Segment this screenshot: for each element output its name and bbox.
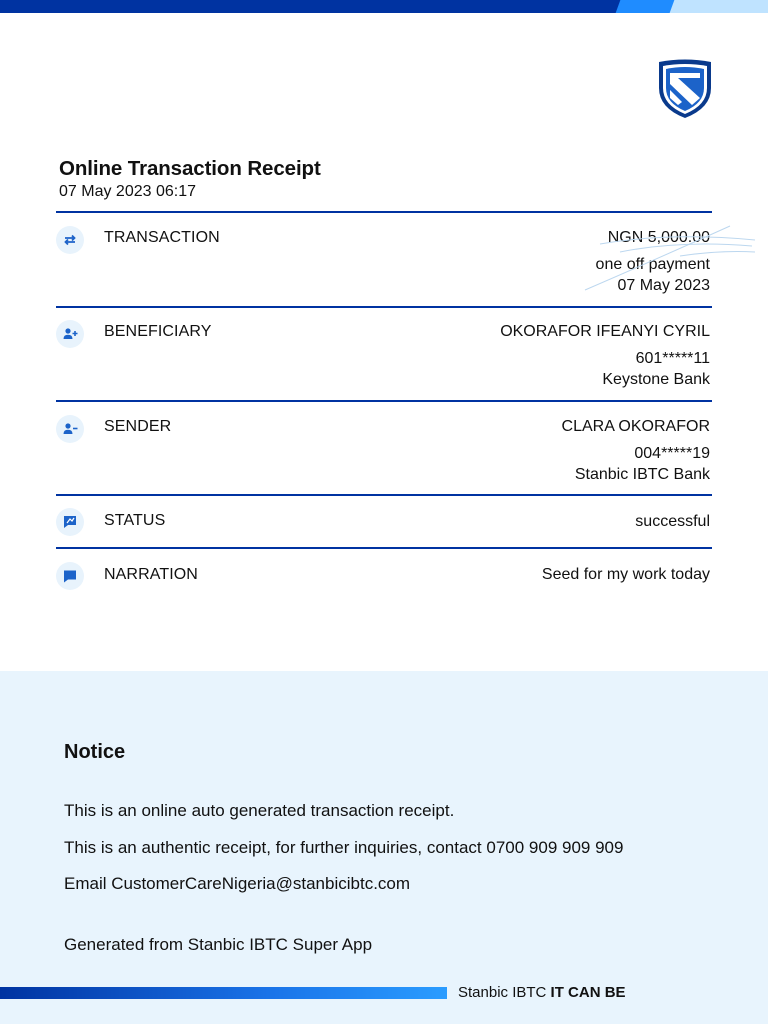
notice-title: Notice	[64, 741, 126, 763]
divider	[56, 400, 712, 402]
bank-shield-logo-icon	[656, 58, 714, 120]
transaction-label: TRANSACTION	[104, 229, 220, 246]
remove-person-icon	[56, 415, 84, 443]
page-title: Online Transaction Receipt	[59, 157, 321, 180]
narration-value: Seed for my work today	[541, 566, 710, 583]
bottom-brand-bar	[0, 987, 447, 999]
footer-slogan: IT CAN BE	[550, 984, 626, 1001]
divider	[56, 306, 712, 308]
beneficiary-account: 601*****11	[635, 350, 710, 367]
narration-label: NARRATION	[104, 566, 198, 583]
beneficiary-bank: Keystone Bank	[602, 371, 710, 388]
notice-line: This is an online auto generated transaction receipt.	[64, 801, 455, 820]
beneficiary-name: OKORAFOR IFEANYI CYRIL	[500, 323, 710, 340]
transfer-icon	[56, 226, 84, 254]
footer-tagline	[458, 984, 626, 1001]
status-label: STATUS	[104, 512, 166, 529]
notice-contact-line: This is an authentic receipt, for further inquiries, contact 0700 909 909 909	[64, 838, 624, 857]
generated-from-line: Generated from Stanbic IBTC Super App	[64, 935, 373, 954]
notice-email-line: Email CustomerCareNigeria@stanbicibtc.com	[64, 874, 411, 893]
add-person-icon	[56, 320, 84, 348]
sender-account: 004*****19	[634, 445, 710, 462]
transaction-amount: NGN 5,000.00	[607, 229, 710, 246]
message-icon	[56, 562, 84, 590]
divider	[56, 494, 712, 496]
top-brand-bar	[0, 0, 768, 13]
flag-icon	[56, 508, 84, 536]
sender-bank: Stanbic IBTC Bank	[574, 466, 710, 483]
watermark-swoosh-icon	[560, 222, 760, 312]
divider	[56, 211, 712, 213]
transaction-date: 07 May 2023	[617, 277, 710, 294]
footer-brand: Stanbic IBTC	[458, 984, 547, 1001]
receipt-datetime: 07 May 2023 06:17	[59, 183, 196, 200]
divider	[56, 547, 712, 549]
sender-label: SENDER	[104, 418, 172, 435]
status-value: successful	[635, 513, 710, 530]
beneficiary-label: BENEFICIARY	[104, 323, 212, 340]
transaction-type: one off payment	[595, 256, 710, 273]
sender-name: CLARA OKORAFOR	[561, 418, 710, 435]
